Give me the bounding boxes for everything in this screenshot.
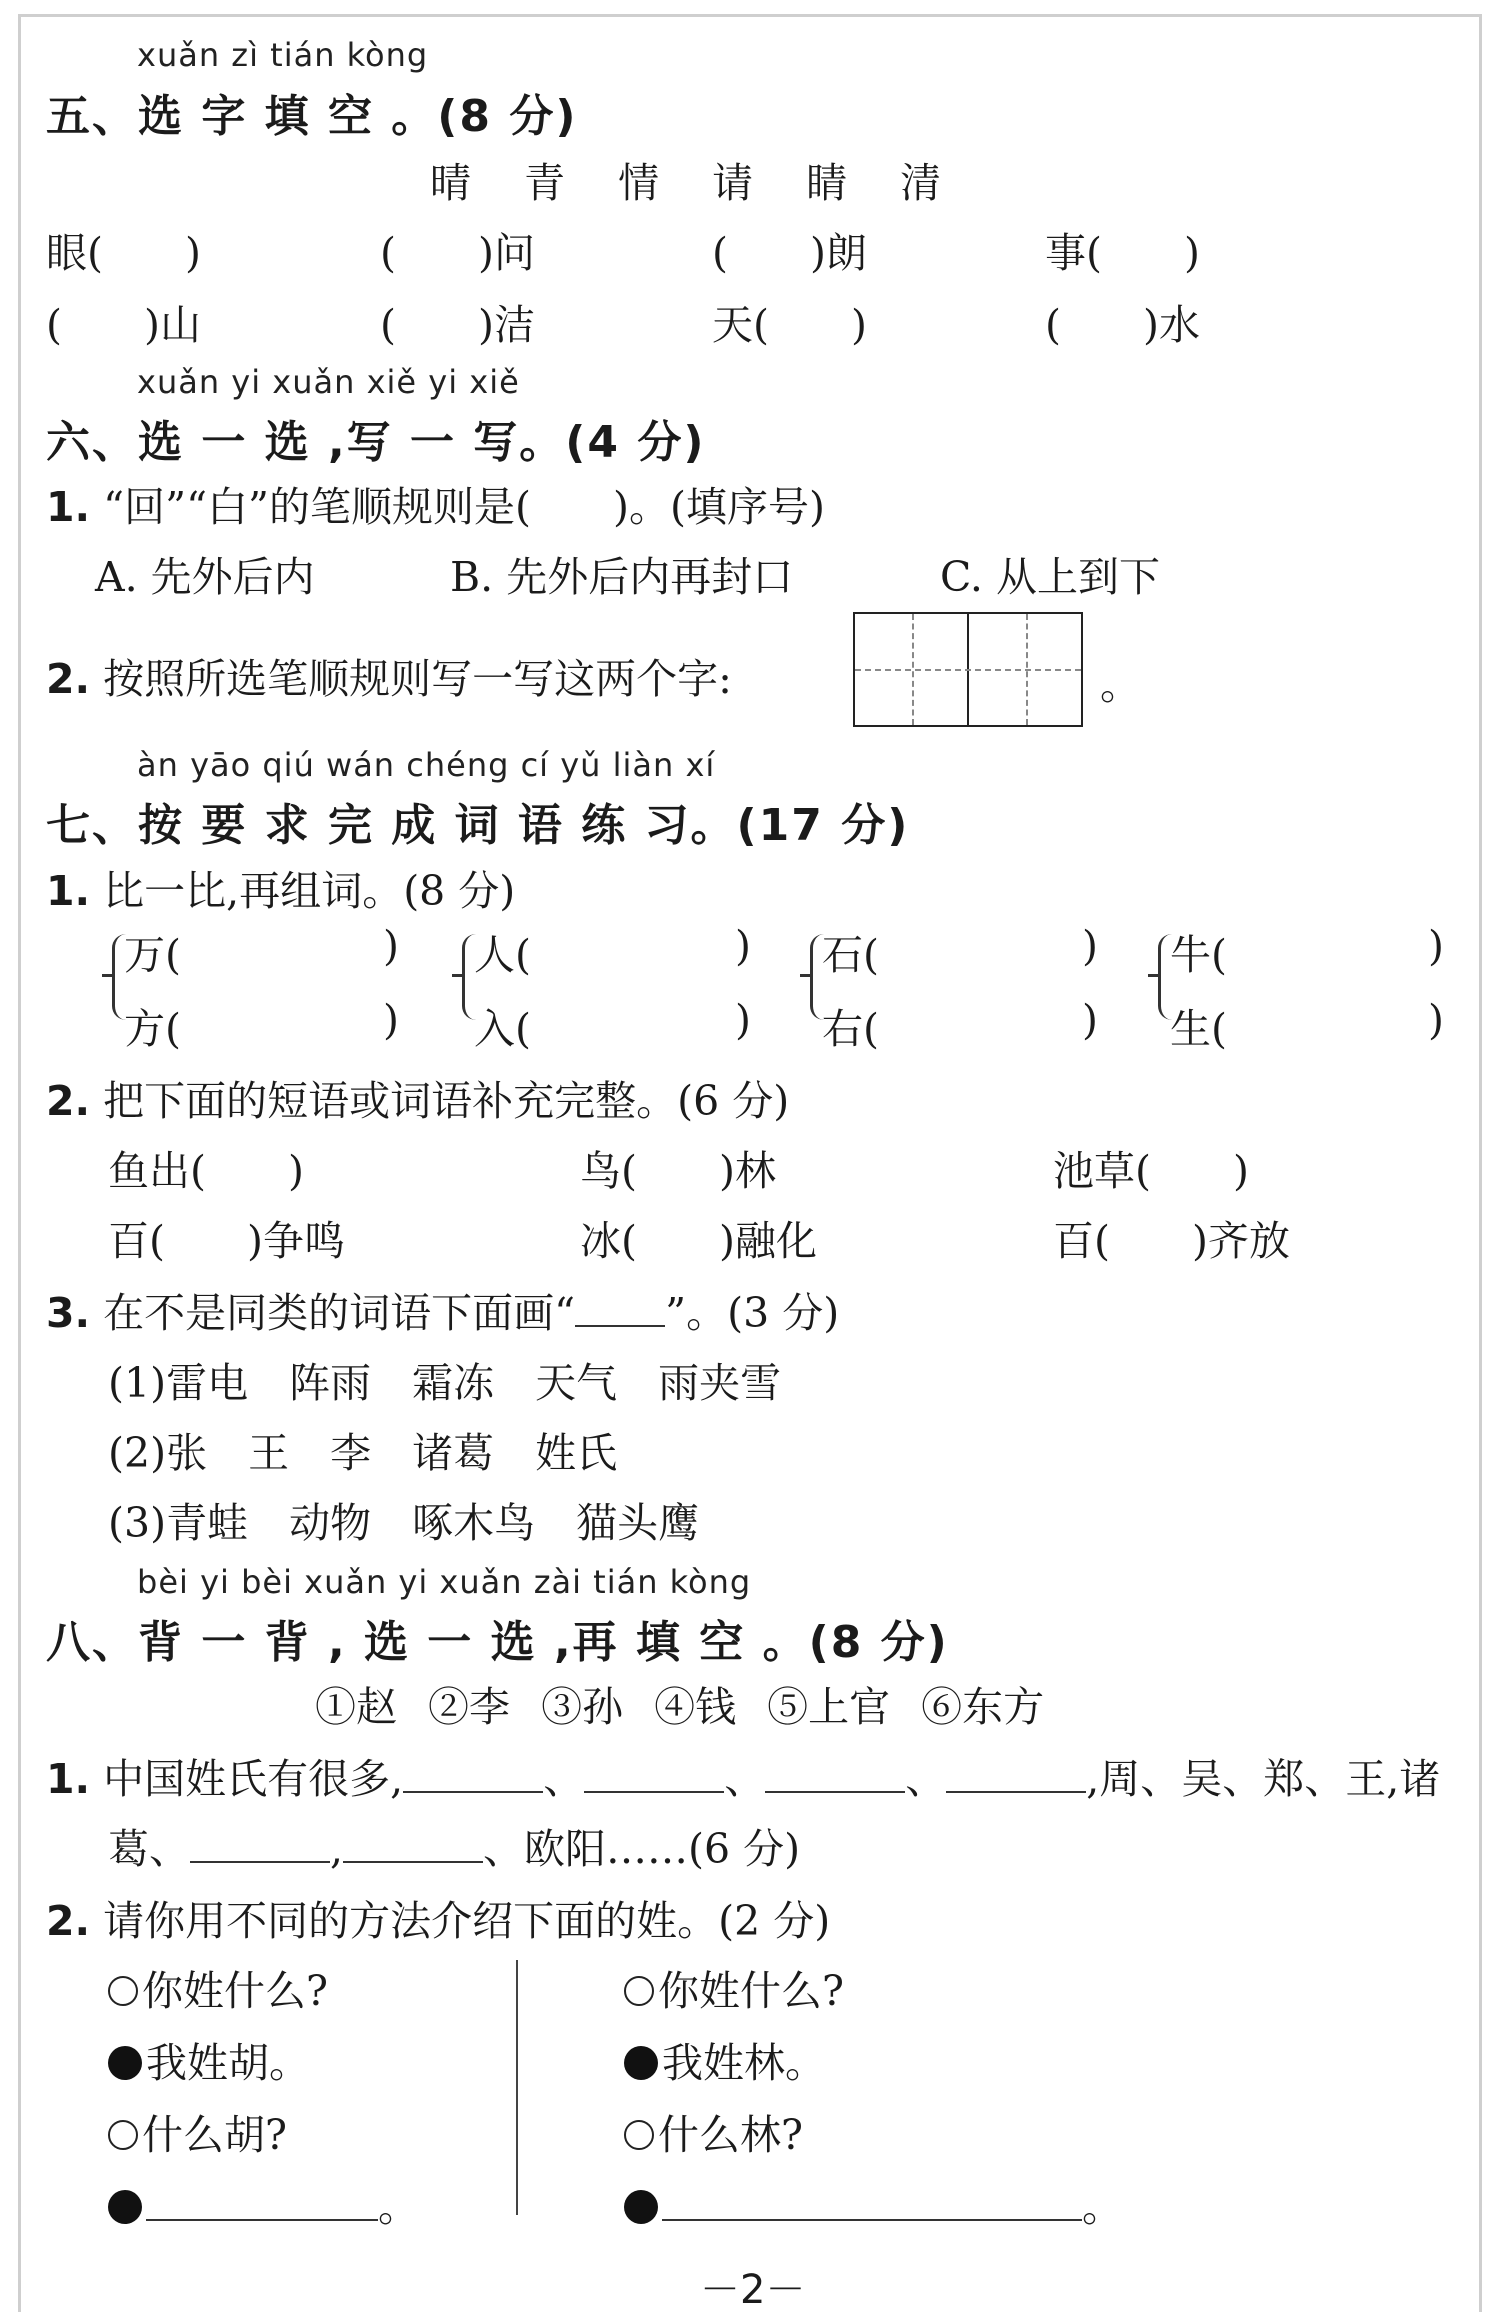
dialog-text: 你姓什么?: [142, 1967, 328, 2015]
question-text: 按照所选笔顺规则写一写这两个字:: [103, 655, 732, 703]
s7-question-1: [46, 858, 515, 917]
word-group[interactable]: (2)张 王 李 诸葛 姓氏: [108, 1429, 618, 1477]
dialog-text: 什么林?: [658, 2111, 803, 2159]
dialog-line: [108, 2030, 310, 2089]
question-number: 3.: [46, 1289, 91, 1337]
dialog-text: 我姓胡。: [146, 2039, 310, 2087]
option-a[interactable]: A. 先外后内: [95, 553, 315, 601]
answer-blank[interactable]: [662, 2219, 1082, 2221]
close-paren: ): [735, 922, 751, 970]
section6-pinyin: xuǎn yi xuǎn xiě yi xiě: [137, 363, 520, 401]
question-number: 1.: [46, 483, 91, 531]
period-mark: 。: [1082, 2183, 1123, 2231]
answer-blank[interactable]: [190, 1861, 330, 1863]
s8-question-1-line2: [108, 1816, 800, 1875]
compare-bottom[interactable]: 入(: [474, 1005, 531, 1053]
close-paren: ): [1082, 922, 1098, 970]
question-number: 2.: [46, 655, 91, 703]
answer-blank[interactable]: [343, 1861, 483, 1863]
close-paren: ): [735, 996, 751, 1044]
section5-heading: 五、选 字 填 空 。(8 分): [46, 91, 578, 142]
period-mark: 。: [378, 2183, 419, 2231]
question-text: 中国姓氏有很多,: [103, 1755, 404, 1803]
open-circle-icon: [624, 2120, 654, 2150]
open-circle-icon: [624, 1976, 654, 2006]
dialog-line: [624, 1958, 844, 2017]
open-circle-icon: [108, 1976, 138, 2006]
section6-heading: 六、选 一 选 ,写 一 写。(4 分): [46, 417, 706, 468]
question-number: 1.: [46, 1755, 91, 1803]
s5-blank-6[interactable]: ( )洁: [380, 301, 535, 349]
answer-blank[interactable]: [584, 1791, 724, 1793]
s5-blank-4[interactable]: 事( ): [1045, 229, 1200, 277]
s8-question-2: [46, 1888, 830, 1947]
answer-blank[interactable]: [403, 1791, 543, 1793]
surname-options: ①赵 ②李 ③孙 ④钱 ⑤上官 ⑥东方: [315, 1683, 1045, 1731]
s7-question-2: [46, 1068, 789, 1127]
writing-grid[interactable]: [853, 612, 1083, 727]
question-text: 葛、: [108, 1825, 190, 1873]
s5-blank-5[interactable]: ( )山: [46, 301, 201, 349]
question-number: 2.: [46, 1077, 91, 1125]
answer-blank[interactable]: [946, 1791, 1086, 1793]
section7-pinyin: àn yāo qiú wán chéng cí yǔ liàn xí: [137, 746, 716, 784]
period-mark: 。: [1100, 661, 1141, 709]
dialog-line: [624, 2030, 826, 2089]
page-number: －2－: [700, 2267, 806, 2313]
option-b[interactable]: B. 先外后内再封口: [450, 553, 794, 601]
close-paren: ): [1082, 996, 1098, 1044]
dialog-line: [108, 1958, 328, 2017]
column-divider: [516, 1960, 518, 2215]
underline-sample: [575, 1325, 665, 1327]
grid-guide-line: [855, 669, 1081, 671]
compare-top[interactable]: 牛(: [1170, 931, 1227, 979]
close-paren: ): [383, 996, 399, 1044]
idiom-blank[interactable]: 鸟( )林: [580, 1147, 776, 1195]
separator: 、: [543, 1755, 585, 1803]
option-c[interactable]: C. 从上到下: [940, 553, 1160, 601]
filled-circle-icon: [108, 2046, 142, 2080]
dialog-text: 你姓什么?: [658, 1967, 844, 2015]
question-text: 、欧阳……(6 分): [483, 1825, 801, 1873]
idiom-blank[interactable]: 百( )齐放: [1053, 1217, 1290, 1265]
open-circle-icon: [108, 2120, 138, 2150]
idiom-blank[interactable]: 百( )争鸣: [108, 1217, 345, 1265]
section5-options: 晴 青 情 请 睛 清: [430, 159, 948, 207]
separator: ,: [330, 1825, 344, 1873]
question-text: 请你用不同的方法介绍下面的姓。(2 分): [103, 1897, 831, 1945]
s8-question-1: [46, 1746, 1440, 1805]
word-group[interactable]: (1)雷电 阵雨 霜冻 天气 雨夹雪: [108, 1359, 782, 1407]
close-paren: ): [1428, 922, 1444, 970]
close-paren: ): [1428, 996, 1444, 1044]
question-text: ”。(3 分): [665, 1289, 840, 1337]
word-group[interactable]: (3)青蛙 动物 啄木鸟 猫头鹰: [108, 1499, 700, 1547]
section7-heading: 七、按 要 求 完 成 词 语 练 习。(17 分): [46, 800, 910, 851]
question-text: 把下面的短语或词语补充完整。(6 分): [103, 1077, 790, 1125]
idiom-blank[interactable]: 池草( ): [1053, 1147, 1249, 1195]
dialog-answer-line: [624, 2174, 1123, 2233]
question-text: “回”“白”的笔顺规则是( )。(填序号): [103, 483, 825, 531]
dialog-answer-line: [108, 2174, 419, 2233]
section5-pinyin: xuǎn zì tián kòng: [137, 36, 429, 74]
s5-blank-8[interactable]: ( )水: [1045, 301, 1200, 349]
answer-blank[interactable]: [765, 1791, 905, 1793]
filled-circle-icon: [624, 2046, 658, 2080]
compare-bottom[interactable]: 方(: [124, 1005, 181, 1053]
s5-blank-3[interactable]: ( )朗: [712, 229, 867, 277]
dialog-line: [624, 2102, 803, 2161]
compare-top[interactable]: 石(: [822, 931, 879, 979]
s6-question-1: [46, 474, 825, 533]
answer-blank[interactable]: [146, 2219, 378, 2221]
filled-circle-icon: [624, 2190, 658, 2224]
dialog-line: [108, 2102, 287, 2161]
dialog-text: 我姓林。: [662, 2039, 826, 2087]
question-number: 2.: [46, 1897, 91, 1945]
s5-blank-2[interactable]: ( )问: [380, 229, 535, 277]
idiom-blank[interactable]: 鱼出( ): [108, 1147, 304, 1195]
s6-question-2: [46, 646, 732, 705]
separator: 、: [905, 1755, 947, 1803]
question-number: 1.: [46, 867, 91, 915]
dialog-text: 什么胡?: [142, 2111, 287, 2159]
separator: 、: [724, 1755, 766, 1803]
s5-blank-7[interactable]: 天( ): [712, 301, 867, 349]
compare-top[interactable]: 万(: [124, 931, 181, 979]
section8-heading: 八、背 一 背 , 选 一 选 ,再 填 空 。(8 分): [46, 1617, 949, 1668]
compare-bottom[interactable]: 右(: [822, 1005, 879, 1053]
section8-pinyin: bèi yi bèi xuǎn yi xuǎn zài tián kòng: [137, 1563, 752, 1601]
close-paren: ): [383, 922, 399, 970]
s5-blank-1[interactable]: 眼( ): [46, 229, 201, 277]
question-text: 在不是同类的词语下面画“: [103, 1289, 576, 1337]
question-text: 比一比,再组词。(8 分): [103, 867, 516, 915]
filled-circle-icon: [108, 2190, 142, 2224]
s7-question-3: [46, 1280, 839, 1339]
compare-bottom[interactable]: 生(: [1170, 1005, 1227, 1053]
question-text: ,周、吴、郑、王,诸: [1086, 1755, 1441, 1803]
idiom-blank[interactable]: 冰( )融化: [580, 1217, 817, 1265]
compare-top[interactable]: 人(: [474, 931, 531, 979]
